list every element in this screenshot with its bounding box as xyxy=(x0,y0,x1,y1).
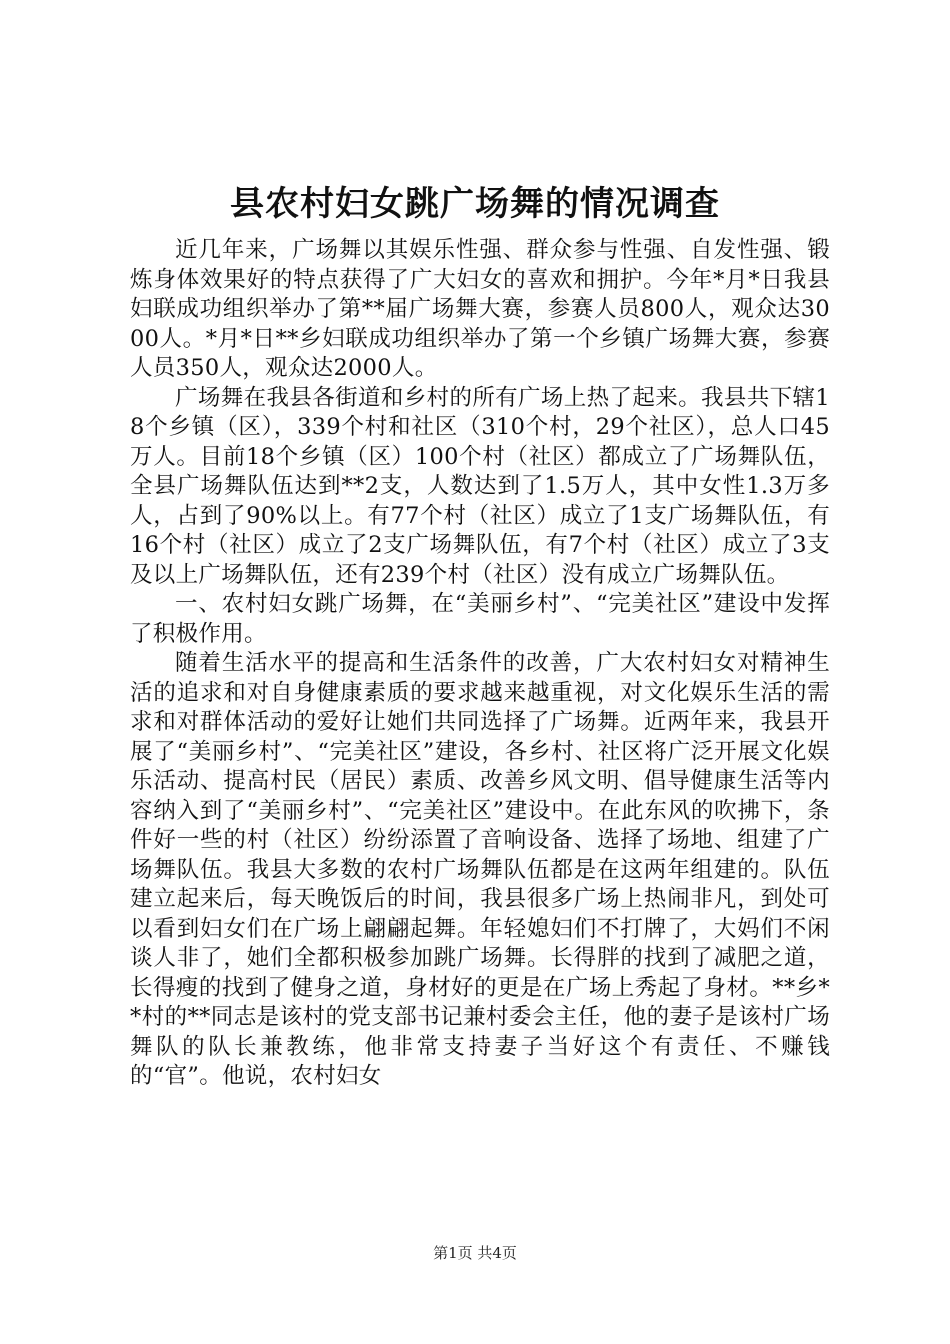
document-body xyxy=(130,236,830,1092)
section-heading-1: 一、农村妇女跳广场舞，在“美丽乡村”、“完美社区”建设中发挥了积极作用。 xyxy=(130,591,830,647)
document-title: 县农村妇女跳广场舞的情况调查 xyxy=(230,184,720,224)
paragraph-intro: 近几年来，广场舞以其娱乐性强、群众参与性强、自发性强、锻炼身体效果好的特点获得了广大妇女的喜欢和拥护。今年*月*日我县妇联成功组织举办了第**届广场舞大赛，参赛人员800人，观众达3000人。*月*日**乡妇联成功组织举办了第一个乡镇广场舞大赛，参赛人员350人，观众达2000人。 xyxy=(130,237,830,381)
paragraph-statistics: 广场舞在我县各街道和乡村的所有广场上热了起来。我县共下辖18个乡镇（区），339个村和社区（310个村，29个社区），总人口45万人。目前18个乡镇（区）100个村（社区）都成立了广场舞队伍，全县广场舞队伍达到**2支，人数达到了1.5万人，其中女性1.3万多人，占到了90%以上。有77个村（社区）成立了1支广场舞队伍，有16个村（社区）成立了2支广场舞队伍，有7个村（社区）成立了3支及以上广场舞队伍，还有239个村（社区）没有成立广场舞队伍。 xyxy=(130,384,830,588)
paragraph-section-1: 随着生活水平的提高和生活条件的改善，广大农村妇女对精神生活的追求和对自身健康素质的要求越来越重视，对文化娱乐生活的需求和对群体活动的爱好让她们共同选择了广场舞。近两年来，我县开展了“美丽乡村”、“完美社区”建设，各乡村、社区将广泛开展文化娱乐活动、提高村民（居民）素质、改善乡风文明、倡导健康生活等内容纳入到了“美丽乡村”、“完美社区”建设中。在此东风的吹拂下，条件好一些的村（社区）纷纷添置了音响设备、选择了场地、组建了广场舞队伍。我县大多数的农村广场舞队伍都是在这两年组建的。队伍建立起来后，每天晚饭后的时间，我县很多广场上热闹非凡，到处可以看到妇女们在广场上翩翩起舞。年轻媳妇们不打牌了，大妈们不闲谈人非了，她们全都积极参加跳广场舞。长得胖的找到了减肥之道，长得瘦的找到了健身之道，身材好的更是在广场上秀起了身材。**乡**村的**同志是该村的党支部书记兼村委会主任，他的妻子是该村广场舞队的队长兼教练，他非常支持妻子当好这个有责任、不赚钱的“官”。他说，农村妇女 xyxy=(130,650,830,1089)
page-footer: 第1页 共4页 xyxy=(433,1244,517,1262)
